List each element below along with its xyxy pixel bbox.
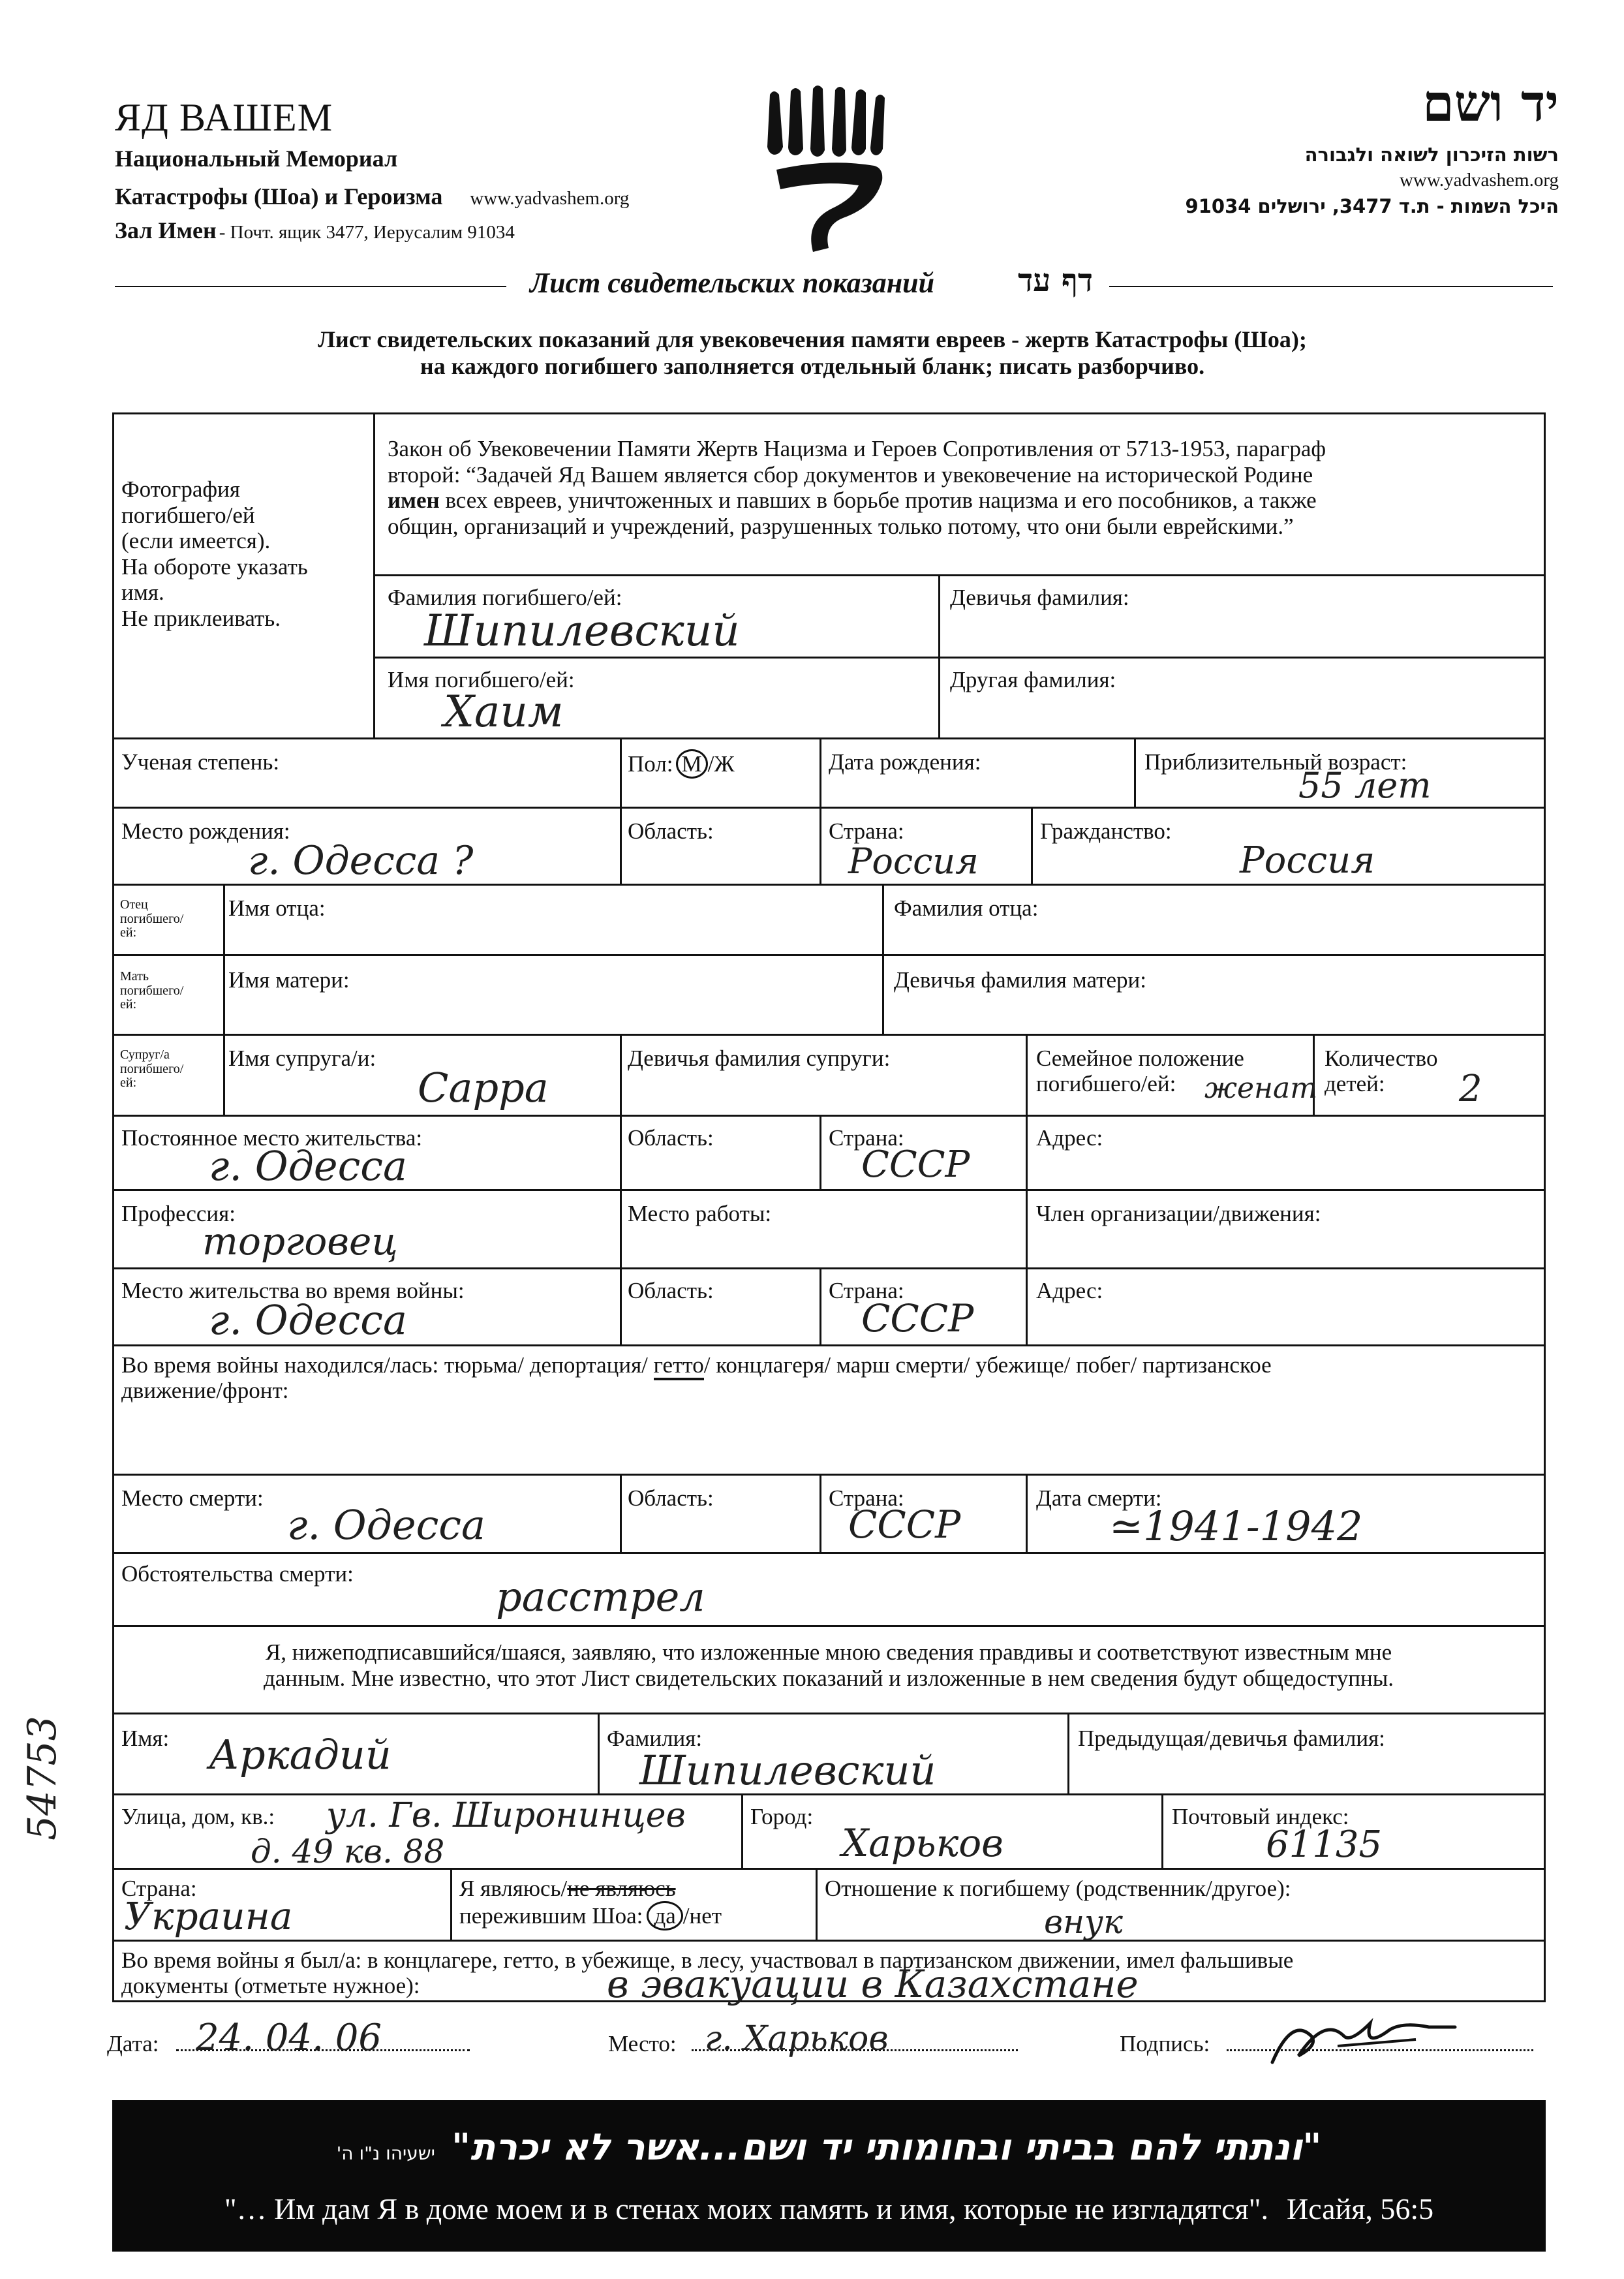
- v-r7-a: [620, 1189, 622, 1267]
- father-side-line: ей:: [120, 925, 137, 940]
- v-r15-a: [450, 1868, 452, 1940]
- sub-prev-surname-label: Предыдущая/девичья фамилия:: [1078, 1726, 1385, 1751]
- v-r13-a: [598, 1713, 600, 1793]
- citizenship-value[interactable]: Россия: [1240, 839, 1375, 882]
- marital-status-line2: погибшего/ей:: [1036, 1071, 1176, 1097]
- h-row2: [112, 807, 1545, 809]
- v-r15-b: [816, 1868, 818, 1940]
- residence-label: Постоянное место жительства:: [121, 1125, 423, 1151]
- death-circ-value[interactable]: расстрел: [496, 1573, 705, 1620]
- logo-branch-4: [832, 87, 846, 157]
- footer-banner: [112, 2100, 1546, 2252]
- title-rule-left: [115, 286, 506, 287]
- org-hebrew-line1: רשות הזיכרון לשואה ולגבורה: [1304, 144, 1559, 166]
- war-status-line2: движение/фронт:: [121, 1378, 289, 1404]
- v-r14-b: [1161, 1793, 1163, 1868]
- death-place-label: Место смерти:: [121, 1485, 264, 1511]
- citizenship-label: Гражданство:: [1040, 818, 1172, 844]
- survivor-field: [459, 1876, 722, 1930]
- survivor-yes-option[interactable]: да: [647, 1901, 682, 1930]
- org-line1: Национальный Мемориал: [115, 146, 398, 172]
- surname-label: Фамилия погибшего/ей:: [388, 585, 622, 610]
- h-row9: [112, 1344, 1545, 1346]
- survivor-separator: /: [682, 1903, 690, 1929]
- h-row5: [112, 1034, 1545, 1036]
- org-url-right: www.yadvashem.org: [1399, 170, 1559, 191]
- sex-option-f[interactable]: Ж: [714, 751, 735, 777]
- war-status-pre: Во время войны находился/лась: тюрьма/ депортация/: [121, 1352, 648, 1378]
- v-r10-c: [1026, 1474, 1028, 1552]
- sex-label: Пол:: [628, 751, 673, 777]
- sub-war-line1: Во время войны я был/а: в концлагере, гетто, в убежище, в лесу, участвовал в партизанском движении, имел фальшивые: [121, 1947, 1294, 1973]
- spouse-name-label: Имя супруга/и:: [228, 1046, 376, 1071]
- spouse-name-value[interactable]: Сарра: [418, 1064, 549, 1111]
- death-region-label: Область:: [628, 1485, 714, 1511]
- v-side: [223, 884, 225, 1115]
- children-count-value[interactable]: 2: [1459, 1068, 1482, 1110]
- photo-note-line: На обороте указать: [121, 553, 308, 580]
- first-name-value[interactable]: Хаим: [444, 687, 564, 737]
- v-r1-c: [1134, 737, 1136, 807]
- death-date-value[interactable]: ≃1941-1942: [1109, 1502, 1363, 1550]
- sub-street-label: Улица, дом, кв.:: [121, 1804, 275, 1829]
- frame-left: [112, 412, 114, 2002]
- sub-name-value[interactable]: Аркадий: [209, 1731, 391, 1778]
- first-name-label: Имя погибшего/ей:: [388, 667, 575, 692]
- maiden-name-label: Девичья фамилия:: [950, 585, 1129, 610]
- header-right: [1154, 74, 1559, 217]
- mother-side-label: [120, 970, 183, 1012]
- logo-branch-6: [870, 95, 885, 155]
- birth-place-value[interactable]: г. Одесса ?: [248, 838, 474, 884]
- h-row12: [112, 1625, 1545, 1627]
- death-circ-label: Обстоятельства смерти:: [121, 1561, 354, 1587]
- h-row4: [112, 954, 1545, 956]
- frame-top: [112, 412, 1546, 414]
- war-residence-label: Место жительства во время войны:: [121, 1278, 465, 1303]
- v-r2-a: [620, 807, 622, 884]
- photo-note: [121, 476, 308, 631]
- v-parents: [882, 884, 884, 1034]
- v-r6-a: [620, 1115, 622, 1189]
- father-side-line: погибшего/: [120, 911, 184, 926]
- org-title-hebrew: יד ושם: [1422, 74, 1559, 133]
- mother-side-line: погибшего/: [120, 983, 184, 998]
- residence-value[interactable]: г. Одесса: [209, 1142, 407, 1190]
- declaration: [114, 1639, 1544, 1692]
- h-row10: [112, 1474, 1545, 1476]
- org-hebrew-line3: היכל השמות - ת.ד 3477, ירושלים 91034: [1185, 195, 1559, 217]
- form-subtitle-line1: Лист свидетельских показаний для увековечения памяти евреев - жертв Катастрофы (Шоа);: [318, 326, 1307, 352]
- birth-region-label: Область:: [628, 818, 714, 844]
- h-row13: [112, 1713, 1545, 1714]
- header-left: [115, 98, 629, 244]
- v-r5-b: [1026, 1034, 1028, 1115]
- org-line3-bold: Зал Имен: [115, 217, 217, 243]
- footer-hebrew-ref: ישעיהו נ"ו ה': [336, 2143, 435, 2164]
- form-title: Лист свидетельских показаний: [530, 267, 935, 299]
- signature-label: Подпись:: [1120, 2031, 1210, 2056]
- margin-archive-number: 54753: [20, 1716, 65, 1840]
- war-address-label: Адрес:: [1036, 1278, 1103, 1303]
- v-r6-b: [820, 1115, 821, 1189]
- profession-value[interactable]: торговец: [202, 1219, 398, 1264]
- yad-vashem-logo: [750, 78, 900, 255]
- logo-branch-5: [851, 89, 866, 155]
- sub-war-line2: документы (отметьте нужное):: [121, 1973, 420, 1999]
- v-r1-b: [820, 737, 821, 807]
- law-text-line: общин, организаций и учреждений, разрушенных только потому, что они были еврейскими.”: [388, 513, 1294, 539]
- birth-place-label: Место рождения:: [121, 818, 290, 844]
- mother-name-label: Имя матери:: [228, 967, 350, 993]
- other-surname-label: Другая фамилия:: [950, 667, 1116, 692]
- law-text: [388, 436, 1326, 539]
- war-country-value[interactable]: СССР: [861, 1296, 974, 1341]
- spouse-maiden-label: Девичья фамилия супруги:: [628, 1046, 891, 1071]
- relation-label: Отношение к погибшему (родственник/другое):: [825, 1876, 1291, 1901]
- war-region-label: Область:: [628, 1278, 714, 1303]
- h-row11: [112, 1552, 1545, 1554]
- v-r7-b: [1026, 1189, 1028, 1267]
- title-rule-right: [1109, 286, 1553, 287]
- v-r10-b: [820, 1474, 821, 1552]
- residence-address-label: Адрес:: [1036, 1125, 1103, 1151]
- sub-name-label: Имя:: [121, 1726, 170, 1751]
- death-country-label: Страна:: [829, 1485, 904, 1511]
- residence-country-label: Страна:: [829, 1125, 904, 1151]
- logo-branch-2: [788, 88, 803, 155]
- declaration-line: данным. Мне известно, что этот Лист свидетельских показаний и изложенные в нем сведения будут общедоступны.: [264, 1666, 1394, 1692]
- form-subtitle: [111, 326, 1514, 380]
- law-text-line-rest: всех евреев, уничтоженных и павших в борьбе против нацизма и его пособников, а также: [445, 488, 1317, 514]
- h-row1: [112, 737, 1545, 739]
- children-count-line1: Количество: [1325, 1046, 1438, 1071]
- relation-value[interactable]: внук: [1044, 1903, 1123, 1941]
- place-value[interactable]: г. Харьков: [705, 2019, 889, 2058]
- sub-war-value[interactable]: в эвакуации в Казахстане: [607, 1962, 1139, 2006]
- org-url-left: www.yadvashem.org: [470, 188, 630, 209]
- survivor-am[interactable]: Я являюсь/: [459, 1876, 568, 1901]
- org-line3-row: [115, 217, 629, 244]
- father-surname-label: Фамилия отца:: [894, 895, 1039, 921]
- children-count-label: [1325, 1046, 1437, 1096]
- v-r2-b: [820, 807, 821, 884]
- v-name-split: [938, 574, 940, 737]
- form-subtitle-line2: на каждого погибшего заполняется отдельный бланк; писать разборчиво.: [420, 353, 1205, 380]
- footer-russian-quote: "… Им дам Я в доме моем и в стенах моих память и имя, которые не изгладятся".: [224, 2192, 1268, 2225]
- law-bold-word: имен: [388, 488, 440, 514]
- sex-option-m[interactable]: М: [676, 749, 708, 779]
- logo-branch-1: [767, 91, 783, 155]
- v-r8-b: [820, 1267, 821, 1344]
- birth-date-label: Дата рождения:: [829, 749, 981, 775]
- footer-hebrew-quote: "ונתתי להם בביתי ובחומותי יד ושם...אשר לא יכרת": [451, 2126, 1322, 2169]
- children-count-line2: детей:: [1325, 1071, 1385, 1097]
- photo-note-line: (если имеется).: [121, 528, 271, 554]
- survivor-line2: [459, 1901, 722, 1930]
- date-label: Дата:: [107, 2031, 159, 2056]
- survivor-no-option[interactable]: нет: [689, 1903, 722, 1929]
- spouse-side-line: погибшего/: [120, 1061, 184, 1076]
- father-side-line: Отец: [120, 897, 148, 912]
- v-r6-c: [1026, 1115, 1028, 1189]
- residence-region-label: Область:: [628, 1125, 714, 1151]
- marital-status-value[interactable]: женат: [1204, 1072, 1317, 1105]
- war-status-ghetto-option[interactable]: гетто: [654, 1352, 704, 1380]
- sex-separator: /: [707, 751, 714, 777]
- member-label: Член организации/движения:: [1036, 1201, 1321, 1226]
- form-title-hebrew: דף עד: [1018, 262, 1093, 299]
- photo-note-line: погибшего/ей: [121, 502, 255, 528]
- org-line2-row: [115, 183, 629, 210]
- degree-label: Ученая степень:: [121, 749, 280, 775]
- war-country-label: Страна:: [829, 1278, 904, 1303]
- birth-country-value[interactable]: Россия: [848, 841, 979, 882]
- approx-age-label: Приблизительный возраст:: [1144, 749, 1407, 775]
- death-country-value[interactable]: СССР: [848, 1502, 961, 1547]
- photo-note-line: Фотография: [121, 476, 240, 502]
- sub-city-label: Город:: [750, 1804, 814, 1829]
- war-status-post: / концлагеря/ марш смерти/ убежище/ побег/ партизанское: [703, 1352, 1272, 1378]
- v-r13-b: [1067, 1713, 1069, 1793]
- org-line3-rest: - Почт. ящик 3477, Иерусалим 91034: [219, 222, 515, 243]
- v-r1-a: [620, 737, 622, 807]
- spouse-side-line: Супруг/а: [120, 1047, 170, 1062]
- sub-zip-label: Почтовый индекс:: [1172, 1804, 1349, 1829]
- law-text-line: второй: “Задачей Яд Вашем является сбор документов и увековечение на исторической Родине: [388, 461, 1313, 488]
- spouse-side-label: [120, 1048, 183, 1091]
- war-residence-value[interactable]: г. Одесса: [209, 1296, 407, 1344]
- place-label: Место:: [608, 2031, 677, 2056]
- survivor-am-not[interactable]: не являюсь: [567, 1876, 676, 1901]
- death-date-label: Дата смерти:: [1036, 1485, 1162, 1511]
- v-r14-a: [741, 1793, 743, 1868]
- profession-label: Профессия:: [121, 1201, 236, 1226]
- sex-field: [628, 749, 735, 779]
- mother-maiden-label: Девичья фамилия матери:: [894, 967, 1146, 993]
- h-row16: [112, 1940, 1545, 1942]
- v-r8-a: [620, 1267, 622, 1344]
- father-name-label: Имя отца:: [228, 895, 326, 921]
- spouse-side-line: ей:: [120, 1076, 137, 1091]
- mother-side-line: ей:: [120, 997, 137, 1012]
- survivor-line1: [459, 1876, 722, 1901]
- h-law-bottom: [373, 574, 1545, 576]
- surname-value[interactable]: Шипилевский: [424, 606, 740, 656]
- sub-city-value[interactable]: Харьков: [842, 1821, 1004, 1865]
- v-r10-a: [620, 1474, 622, 1552]
- sub-street-value-1[interactable]: ул. Гв. Широнинцев: [326, 1796, 686, 1835]
- photo-note-line: Не приклеивать.: [121, 605, 281, 631]
- org-line2: Катастрофы (Шоа) и Героизма: [115, 183, 443, 209]
- workplace-label: Место работы:: [628, 1201, 772, 1226]
- marital-status-line1: Семейное положение: [1036, 1046, 1244, 1071]
- logo-lamed: [776, 163, 882, 252]
- v-r8-c: [1026, 1267, 1028, 1344]
- org-title-russian: ЯД ВАШЕМ: [115, 96, 333, 139]
- h-row8: [112, 1267, 1545, 1269]
- sub-country-label: Страна:: [121, 1876, 197, 1901]
- date-value[interactable]: 24. 04. 06: [196, 2017, 382, 2059]
- logo-branch-3: [810, 85, 825, 157]
- death-place-value[interactable]: г. Одесса: [287, 1501, 485, 1549]
- war-status-text: [121, 1352, 1272, 1403]
- sub-country-value[interactable]: Украина: [124, 1894, 293, 1938]
- h-name-mid: [373, 657, 1545, 659]
- approx-age-value[interactable]: 55 лет: [1298, 765, 1432, 806]
- footer-hebrew-row: [112, 2126, 1546, 2169]
- photo-note-line: имя.: [121, 580, 164, 606]
- signature-mark[interactable]: [1266, 2010, 1488, 2075]
- survivor-label: пережившим Шоа:: [459, 1903, 643, 1929]
- sub-zip-value[interactable]: 61135: [1266, 1823, 1383, 1866]
- h-row6: [112, 1115, 1545, 1117]
- mother-side-line: Мать: [120, 969, 149, 984]
- law-text-line: [388, 488, 1326, 514]
- v-r5-a: [620, 1034, 622, 1115]
- h-row3: [112, 884, 1545, 886]
- law-text-line: Закон об Увековечении Памяти Жертв Нацизма и Героев Сопротивления от 5713-1953, параграф: [388, 436, 1326, 461]
- sub-surname-value[interactable]: Шипилевский: [639, 1746, 936, 1794]
- birth-country-label: Страна:: [829, 818, 904, 844]
- frame-right: [1544, 412, 1546, 2002]
- v-r2-c: [1031, 807, 1033, 884]
- declaration-line: Я, нижеподписавшийся/шаяся, заявляю, что изложенные мною сведения правдивы и соответствуют известным мне: [265, 1639, 1392, 1665]
- war-status-line1: [121, 1352, 1272, 1378]
- footer-russian-ref: Исайя, 56:5: [1286, 2192, 1434, 2225]
- residence-country-value[interactable]: СССР: [861, 1143, 970, 1186]
- father-side-label: [120, 898, 183, 940]
- sub-surname-label: Фамилия:: [607, 1726, 703, 1751]
- sub-street-value-2[interactable]: д. 49 кв. 88: [251, 1833, 445, 1870]
- footer-russian-row: [112, 2192, 1546, 2226]
